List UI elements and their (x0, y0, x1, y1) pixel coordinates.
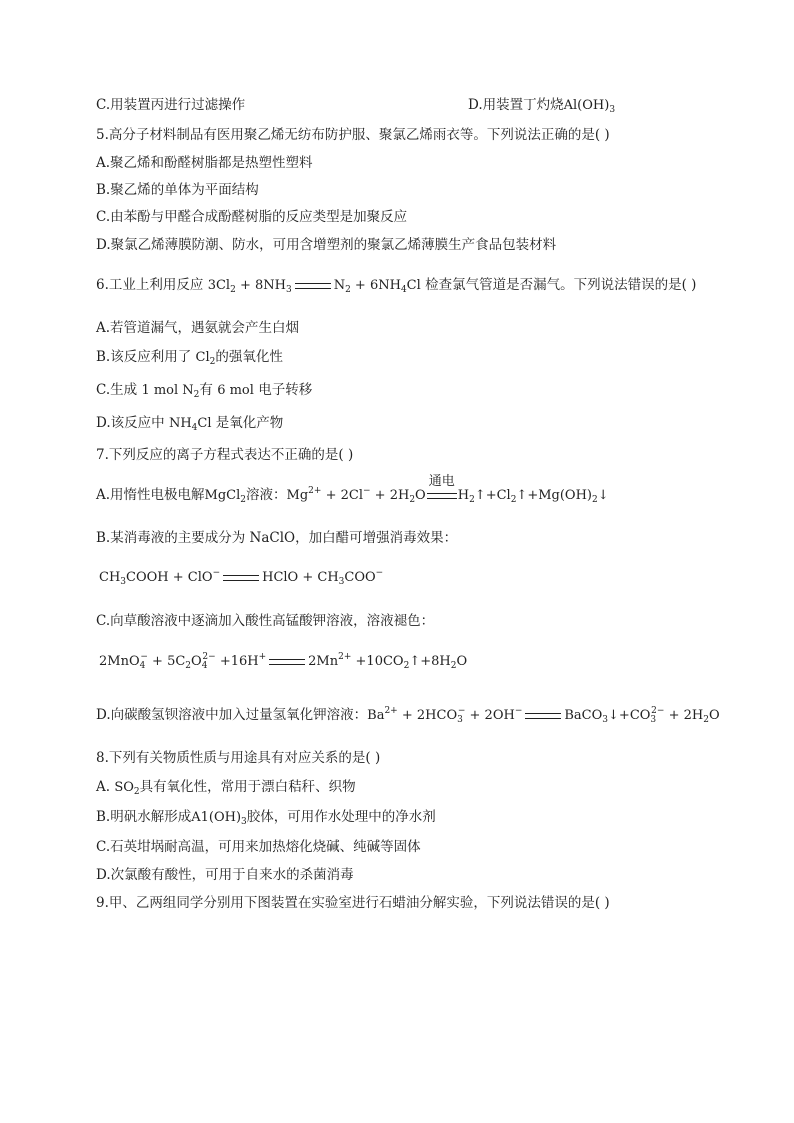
q6-option-a: A.若管道漏气，遇氨就会产生白烟 (96, 320, 300, 336)
q5-option-b: B.聚乙烯的单体为平面结构 (96, 182, 259, 198)
q8-option-c: C.石英坩埚耐高温，可用来加热熔化烧碱、纯碱等固体 (96, 839, 421, 855)
q8-option-d: D.次氯酸有酸性，可用于自来水的杀菌消毒 (96, 867, 354, 883)
q5-option-c: C.由苯酚与甲醛合成酚醛树脂的反应类型是加聚反应 (96, 209, 408, 225)
q5-stem: 5.高分子材料制品有医用聚乙烯无纺布防护服、聚氯乙烯雨衣等。下列说法正确的是( ) (96, 127, 610, 143)
q8-option-b: B.明矾水解形成$A1(OH)_3$胶体，可用作水处理中的净水剂 (96, 809, 436, 827)
q6-stem: 6.工业上利用反应 $3Cl_2 + 8NH_3$ $N_2 + 6NH_4Cl$ 检查氯气管道是否漏气。下列说法错误的是( ) (96, 277, 697, 295)
q7-option-a: A.用惰性电极电解MgCl$_2$溶液：$Mg^{2+} + 2Cl^- + 2H_2O$ 通电 $H_2↑+Cl_2↑+Mg(OH)_2↓$ (96, 474, 609, 505)
q6-option-d: D.该反应中 $NH_4Cl$ 是氧化产物 (96, 415, 284, 433)
q6-option-b: B.该反应利用了 $Cl_2$的强氧化性 (96, 349, 283, 367)
q5-option-d: D.聚氯乙烯薄膜防潮、防水，可用含增塑剂的聚氯乙烯薄膜生产食品包装材料 (96, 237, 557, 253)
q4-option-d: D.用装置丁灼烧$Al(OH)_3$ (468, 97, 616, 115)
q4-option-c: C.用装置丙进行过滤操作 (96, 97, 246, 113)
q7-option-c: C.向草酸溶液中逐滴加入酸性高锰酸钾溶液，溶液褪色： (96, 613, 435, 629)
q6-equation: $3Cl_2 + 8NH_3$ $N_2 + 6NH_4Cl$ (207, 278, 421, 295)
q6-option-c: C.生成 1 mol $N_2$有 6 mol 电子转移 (96, 382, 313, 400)
q7-stem: 7.下列反应的离子方程式表达不正确的是( ) (96, 447, 354, 463)
q7-option-b-equation: $CH_3COOH + ClO^-$ HClO + $CH_3COO^-$ (99, 568, 384, 587)
q9-stem: 9.甲、乙两组同学分别用下图装置在实验室进行石蜡油分解实验，下列说法错误的是( ) (96, 895, 610, 911)
q8-option-a: A. $SO_2$具有氧化性，常用于漂白秸秆、织物 (96, 779, 356, 797)
q7-option-b: B.某消毒液的主要成分为 NaClO，加白醋可增强消毒效果： (96, 530, 458, 546)
q8-stem: 8.下列有关物质性质与用途具有对应关系的是( ) (96, 750, 381, 766)
q7-option-c-equation: $2MnO_4^- + 5C_2O_4^{2-} +16H^+$ $2Mn^{2+}$ $+10CO_2↑+8H_2O$ (99, 652, 468, 671)
q5-option-a: A.聚乙烯和酚醛树脂都是热塑性塑料 (96, 155, 313, 171)
q4-options-cd (96, 96, 616, 115)
q7-option-d: D.向碳酸氢钡溶液中加入过量氢氧化钾溶液：$Ba^{2+} + 2HCO_3^- + 2OH^-$ $BaCO_3↓+CO_3^{2-} + 2H_2O$ (96, 706, 720, 725)
